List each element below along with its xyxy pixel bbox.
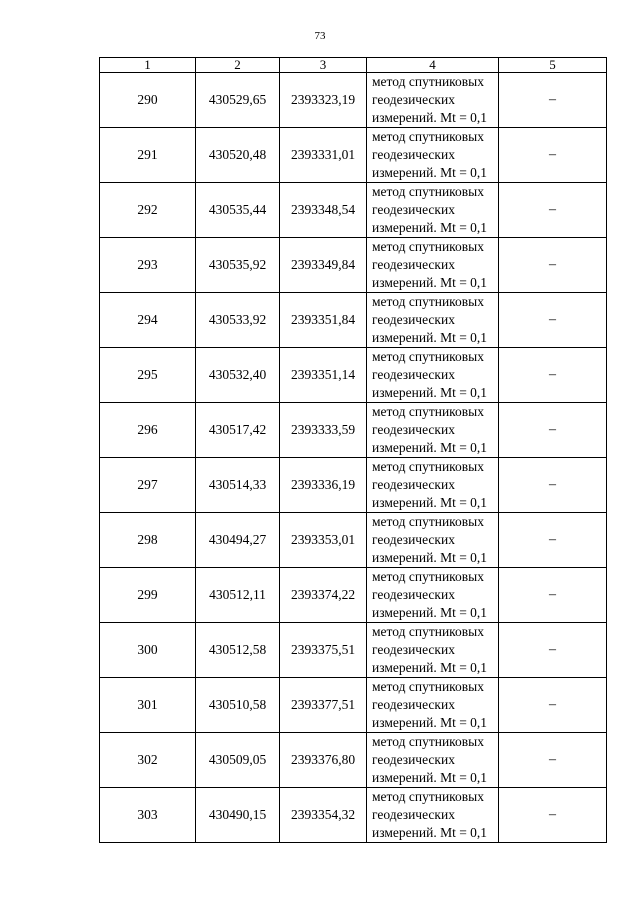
y-coordinate-cell <box>280 183 367 238</box>
table-row <box>100 73 607 128</box>
y-coordinate-cell <box>280 788 367 843</box>
x-coordinate-cell <box>196 128 280 183</box>
column-5-value: – <box>549 807 556 822</box>
y-coordinate: 2393331,01 <box>290 147 356 162</box>
method-line-1: метод спутниковых <box>372 789 484 804</box>
y-coordinate: 2393376,80 <box>290 752 356 767</box>
column-5-cell <box>499 623 607 678</box>
method-cell <box>367 348 499 403</box>
y-coordinate: 2393351,84 <box>290 312 356 327</box>
column-header-3: 3 <box>280 58 367 73</box>
method-line-3: измерений. Mt = 0,1 <box>372 110 488 125</box>
point-number-cell <box>100 348 196 403</box>
y-coordinate: 2393336,19 <box>290 477 356 492</box>
y-coordinate: 2393323,19 <box>290 92 356 107</box>
method-cell <box>367 73 499 128</box>
method-line-3: измерений. Mt = 0,1 <box>372 770 488 785</box>
method-cell <box>367 678 499 733</box>
table-row <box>100 513 607 568</box>
column-5-cell <box>499 788 607 843</box>
method-line-2: геодезических <box>372 312 455 327</box>
method-line-2: геодезических <box>372 147 455 162</box>
y-coordinate-cell <box>280 238 367 293</box>
point-number-cell <box>100 678 196 733</box>
y-coordinate-cell <box>280 73 367 128</box>
method-line-2: геодезических <box>372 807 455 822</box>
table-row <box>100 788 607 843</box>
method-line-3: измерений. Mt = 0,1 <box>372 550 488 565</box>
column-5-cell <box>499 678 607 733</box>
method-line-3: измерений. Mt = 0,1 <box>372 715 488 730</box>
point-number-cell <box>100 403 196 458</box>
method-line-1: метод спутниковых <box>372 679 484 694</box>
point-number: 302 <box>137 752 158 767</box>
x-coordinate: 430514,33 <box>208 477 267 492</box>
y-coordinate: 2393377,51 <box>290 697 356 712</box>
y-coordinate-cell <box>280 733 367 788</box>
point-number: 301 <box>137 697 158 712</box>
point-number-cell <box>100 788 196 843</box>
column-5-cell <box>499 403 607 458</box>
method-line-3: измерений. Mt = 0,1 <box>372 825 488 840</box>
point-number-cell <box>100 458 196 513</box>
method-line-1: метод спутниковых <box>372 569 484 584</box>
y-coordinate: 2393354,32 <box>290 807 356 822</box>
column-5-value: – <box>549 367 556 382</box>
x-coordinate: 430532,40 <box>208 367 267 382</box>
x-coordinate-cell <box>196 678 280 733</box>
y-coordinate-cell <box>280 678 367 733</box>
column-header-1: 1 <box>100 58 196 73</box>
table-row <box>100 733 607 788</box>
header-row <box>100 58 607 73</box>
x-coordinate-cell <box>196 73 280 128</box>
point-number-cell <box>100 733 196 788</box>
column-5-cell <box>499 348 607 403</box>
column-5-value: – <box>549 587 556 602</box>
x-coordinate: 430529,65 <box>208 92 267 107</box>
y-coordinate: 2393351,14 <box>290 367 356 382</box>
y-coordinate-cell <box>280 128 367 183</box>
method-line-2: геодезических <box>372 92 455 107</box>
point-number-cell <box>100 73 196 128</box>
method-cell <box>367 293 499 348</box>
column-5-value: – <box>549 92 556 107</box>
table-row <box>100 183 607 238</box>
x-coordinate-cell <box>196 788 280 843</box>
y-coordinate: 2393348,54 <box>290 202 356 217</box>
page-number: 73 <box>314 30 326 42</box>
point-number: 290 <box>137 92 158 107</box>
x-coordinate: 430533,92 <box>208 312 267 327</box>
method-cell <box>367 788 499 843</box>
method-line-1: метод спутниковых <box>372 459 484 474</box>
column-5-cell <box>499 458 607 513</box>
point-number: 294 <box>137 312 158 327</box>
x-coordinate: 430517,42 <box>208 422 267 437</box>
column-5-value: – <box>549 257 556 272</box>
table-row <box>100 568 607 623</box>
x-coordinate: 430490,15 <box>208 807 267 822</box>
point-number-cell <box>100 623 196 678</box>
table-row <box>100 348 607 403</box>
method-line-2: геодезических <box>372 422 455 437</box>
method-line-1: метод спутниковых <box>372 294 484 309</box>
column-header-4: 4 <box>367 58 499 73</box>
method-line-1: метод спутниковых <box>372 184 484 199</box>
method-line-3: измерений. Mt = 0,1 <box>372 605 488 620</box>
x-coordinate: 430494,27 <box>208 532 267 547</box>
method-line-2: геодезических <box>372 257 455 272</box>
column-5-value: – <box>549 697 556 712</box>
x-coordinate-cell <box>196 458 280 513</box>
method-line-2: геодезических <box>372 642 455 657</box>
table-header <box>100 58 607 73</box>
point-number-cell <box>100 568 196 623</box>
table-row <box>100 458 607 513</box>
point-number: 295 <box>137 367 158 382</box>
column-5-cell <box>499 183 607 238</box>
method-line-3: измерений. Mt = 0,1 <box>372 330 488 345</box>
x-coordinate-cell <box>196 623 280 678</box>
column-5-value: – <box>549 532 556 547</box>
method-cell <box>367 733 499 788</box>
table-row <box>100 623 607 678</box>
table-row <box>100 678 607 733</box>
method-line-2: геодезических <box>372 752 455 767</box>
method-line-2: геодезических <box>372 587 455 602</box>
method-line-3: измерений. Mt = 0,1 <box>372 220 488 235</box>
y-coordinate-cell <box>280 293 367 348</box>
x-coordinate-cell <box>196 238 280 293</box>
x-coordinate-cell <box>196 348 280 403</box>
method-line-1: метод спутниковых <box>372 239 484 254</box>
x-coordinate: 430520,48 <box>208 147 267 162</box>
method-line-1: метод спутниковых <box>372 514 484 529</box>
table-row <box>100 238 607 293</box>
x-coordinate: 430512,11 <box>209 587 266 602</box>
column-5-cell <box>499 568 607 623</box>
column-5-value: – <box>549 312 556 327</box>
point-number: 293 <box>137 257 158 272</box>
y-coordinate: 2393374,22 <box>290 587 356 602</box>
column-5-cell <box>499 238 607 293</box>
point-number: 300 <box>137 642 158 657</box>
x-coordinate: 430510,58 <box>208 697 267 712</box>
column-5-cell <box>499 128 607 183</box>
method-line-1: метод спутниковых <box>372 129 484 144</box>
column-5-cell <box>499 733 607 788</box>
y-coordinate: 2393375,51 <box>290 642 356 657</box>
y-coordinate-cell <box>280 458 367 513</box>
method-line-3: измерений. Mt = 0,1 <box>372 660 488 675</box>
method-cell <box>367 623 499 678</box>
column-5-value: – <box>549 642 556 657</box>
method-line-1: метод спутниковых <box>372 734 484 749</box>
table-row <box>100 293 607 348</box>
x-coordinate: 430512,58 <box>208 642 267 657</box>
point-number: 296 <box>137 422 158 437</box>
method-line-2: геодезических <box>372 697 455 712</box>
method-line-1: метод спутниковых <box>372 624 484 639</box>
y-coordinate: 2393349,84 <box>290 257 356 272</box>
coordinates-table <box>99 57 607 843</box>
point-number: 299 <box>137 587 158 602</box>
x-coordinate-cell <box>196 183 280 238</box>
table-row <box>100 128 607 183</box>
point-number-cell <box>100 128 196 183</box>
method-line-2: геодезических <box>372 367 455 382</box>
method-cell <box>367 238 499 293</box>
column-header-2: 2 <box>196 58 280 73</box>
column-5-value: – <box>549 752 556 767</box>
method-line-3: измерений. Mt = 0,1 <box>372 440 488 455</box>
x-coordinate-cell <box>196 403 280 458</box>
method-line-2: геодезических <box>372 477 455 492</box>
column-5-cell <box>499 73 607 128</box>
method-cell <box>367 458 499 513</box>
table-body <box>100 73 607 843</box>
method-cell <box>367 183 499 238</box>
column-5-value: – <box>549 477 556 492</box>
method-line-3: измерений. Mt = 0,1 <box>372 495 488 510</box>
method-cell <box>367 128 499 183</box>
x-coordinate-cell <box>196 293 280 348</box>
method-line-3: измерений. Mt = 0,1 <box>372 275 488 290</box>
method-cell <box>367 568 499 623</box>
y-coordinate: 2393333,59 <box>290 422 356 437</box>
y-coordinate: 2393353,01 <box>290 532 356 547</box>
method-line-1: метод спутниковых <box>372 404 484 419</box>
x-coordinate-cell <box>196 513 280 568</box>
point-number: 292 <box>137 202 158 217</box>
method-line-3: измерений. Mt = 0,1 <box>372 385 488 400</box>
column-5-cell <box>499 513 607 568</box>
point-number: 298 <box>137 532 158 547</box>
point-number-cell <box>100 238 196 293</box>
y-coordinate-cell <box>280 623 367 678</box>
method-line-2: геодезических <box>372 202 455 217</box>
column-header-5: 5 <box>499 58 607 73</box>
column-5-value: – <box>549 202 556 217</box>
point-number-cell <box>100 513 196 568</box>
y-coordinate-cell <box>280 348 367 403</box>
y-coordinate-cell <box>280 568 367 623</box>
column-5-cell <box>499 293 607 348</box>
x-coordinate: 430509,05 <box>208 752 267 767</box>
method-line-3: измерений. Mt = 0,1 <box>372 165 488 180</box>
method-cell <box>367 403 499 458</box>
x-coordinate-cell <box>196 733 280 788</box>
x-coordinate: 430535,92 <box>208 257 267 272</box>
column-5-value: – <box>549 147 556 162</box>
point-number: 297 <box>137 477 158 492</box>
point-number-cell <box>100 183 196 238</box>
method-cell <box>367 513 499 568</box>
point-number: 303 <box>137 807 158 822</box>
column-5-value: – <box>549 422 556 437</box>
method-line-1: метод спутниковых <box>372 74 484 89</box>
x-coordinate: 430535,44 <box>208 202 267 217</box>
point-number: 291 <box>137 147 158 162</box>
point-number-cell <box>100 293 196 348</box>
y-coordinate-cell <box>280 513 367 568</box>
table-row <box>100 403 607 458</box>
method-line-2: геодезических <box>372 532 455 547</box>
x-coordinate-cell <box>196 568 280 623</box>
y-coordinate-cell <box>280 403 367 458</box>
method-line-1: метод спутниковых <box>372 349 484 364</box>
